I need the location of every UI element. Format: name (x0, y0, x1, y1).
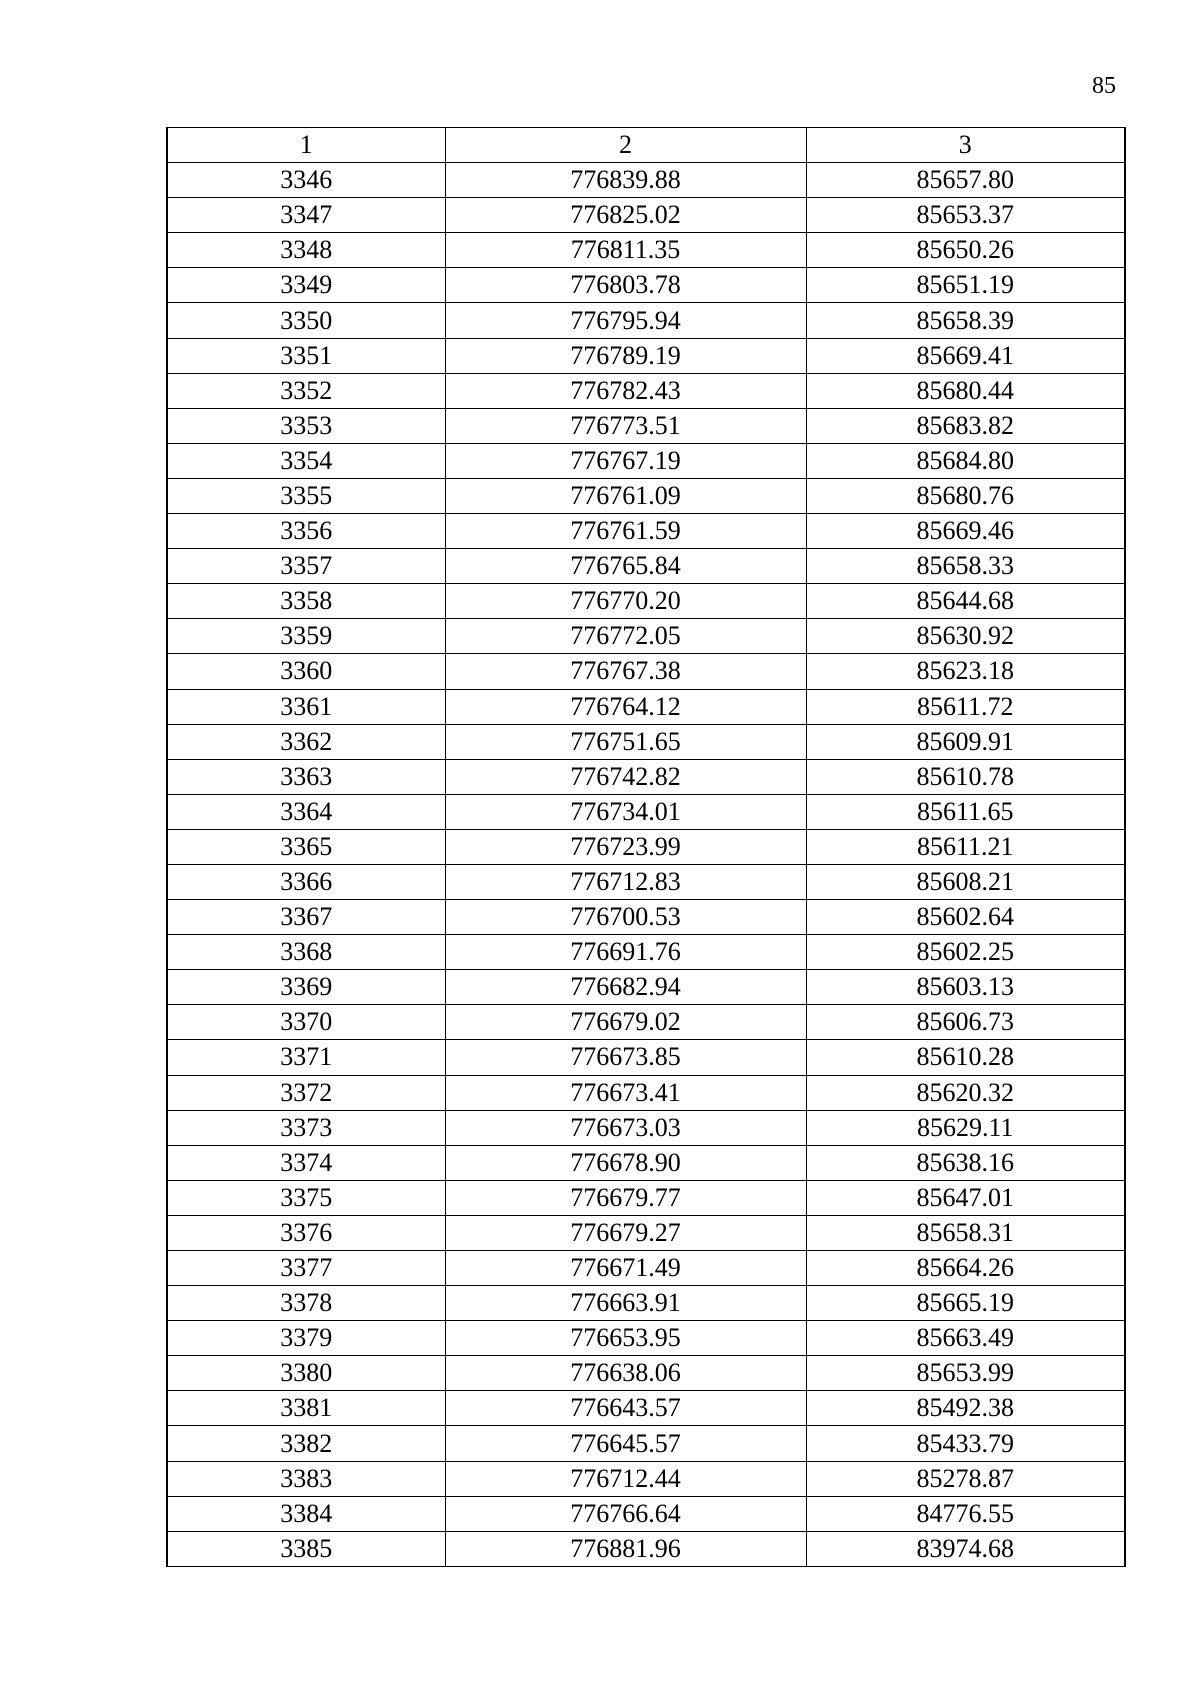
cell-y-coordinate: 85665.19 (806, 1286, 1125, 1321)
cell-point-number: 3365 (167, 829, 445, 864)
table-row (167, 759, 1125, 794)
cell-point-number: 3383 (167, 1461, 445, 1496)
cell-y-coordinate: 85658.33 (806, 549, 1125, 584)
cell-x-coordinate: 776712.83 (445, 864, 806, 899)
cell-x-coordinate: 776673.41 (445, 1075, 806, 1110)
cell-y-coordinate: 85602.25 (806, 935, 1125, 970)
cell-x-coordinate: 776638.06 (445, 1356, 806, 1391)
cell-y-coordinate: 85603.13 (806, 970, 1125, 1005)
cell-y-coordinate: 85669.41 (806, 338, 1125, 373)
cell-y-coordinate: 85684.80 (806, 443, 1125, 478)
cell-point-number: 3349 (167, 268, 445, 303)
table-row (167, 1461, 1125, 1496)
table-row (167, 1215, 1125, 1250)
table-row (167, 1426, 1125, 1461)
cell-x-coordinate: 776645.57 (445, 1426, 806, 1461)
cell-x-coordinate: 776767.38 (445, 654, 806, 689)
cell-y-coordinate: 85683.82 (806, 408, 1125, 443)
cell-x-coordinate: 776825.02 (445, 198, 806, 233)
cell-x-coordinate: 776643.57 (445, 1391, 806, 1426)
cell-x-coordinate: 776663.91 (445, 1286, 806, 1321)
cell-y-coordinate: 85278.87 (806, 1461, 1125, 1496)
cell-point-number: 3371 (167, 1040, 445, 1075)
table-row (167, 1391, 1125, 1426)
cell-x-coordinate: 776803.78 (445, 268, 806, 303)
cell-x-coordinate: 776734.01 (445, 794, 806, 829)
cell-point-number: 3384 (167, 1496, 445, 1531)
table-row (167, 1251, 1125, 1286)
page-number: 85 (1092, 73, 1116, 99)
cell-point-number: 3385 (167, 1531, 445, 1566)
cell-y-coordinate: 85623.18 (806, 654, 1125, 689)
cell-y-coordinate: 85611.65 (806, 794, 1125, 829)
table-row (167, 724, 1125, 759)
cell-y-coordinate: 85658.31 (806, 1215, 1125, 1250)
cell-x-coordinate: 776761.09 (445, 478, 806, 513)
cell-x-coordinate: 776773.51 (445, 408, 806, 443)
table-header (167, 128, 1125, 163)
cell-point-number: 3369 (167, 970, 445, 1005)
table-row (167, 584, 1125, 619)
cell-y-coordinate: 85492.38 (806, 1391, 1125, 1426)
table-row (167, 408, 1125, 443)
table-row (167, 478, 1125, 513)
cell-point-number: 3370 (167, 1005, 445, 1040)
cell-point-number: 3373 (167, 1110, 445, 1145)
cell-point-number: 3356 (167, 514, 445, 549)
table-row (167, 1075, 1125, 1110)
cell-y-coordinate: 85658.39 (806, 303, 1125, 338)
cell-y-coordinate: 85606.73 (806, 1005, 1125, 1040)
cell-x-coordinate: 776682.94 (445, 970, 806, 1005)
cell-x-coordinate: 776881.96 (445, 1531, 806, 1566)
table-row (167, 1040, 1125, 1075)
table-row (167, 935, 1125, 970)
cell-x-coordinate: 776765.84 (445, 549, 806, 584)
cell-y-coordinate: 85629.11 (806, 1110, 1125, 1145)
cell-x-coordinate: 776653.95 (445, 1321, 806, 1356)
cell-point-number: 3363 (167, 759, 445, 794)
cell-point-number: 3378 (167, 1286, 445, 1321)
cell-y-coordinate: 85651.19 (806, 268, 1125, 303)
cell-y-coordinate: 85680.44 (806, 373, 1125, 408)
cell-x-coordinate: 776767.19 (445, 443, 806, 478)
coordinates-table (166, 127, 1126, 1567)
table-row (167, 1321, 1125, 1356)
cell-point-number: 3347 (167, 198, 445, 233)
cell-point-number: 3360 (167, 654, 445, 689)
table-row (167, 1145, 1125, 1180)
cell-y-coordinate: 85653.99 (806, 1356, 1125, 1391)
cell-point-number: 3346 (167, 163, 445, 198)
cell-x-coordinate: 776673.03 (445, 1110, 806, 1145)
cell-y-coordinate: 85610.78 (806, 759, 1125, 794)
cell-y-coordinate: 84776.55 (806, 1496, 1125, 1531)
cell-point-number: 3376 (167, 1215, 445, 1250)
cell-y-coordinate: 85610.28 (806, 1040, 1125, 1075)
cell-x-coordinate: 776723.99 (445, 829, 806, 864)
cell-point-number: 3367 (167, 900, 445, 935)
table-row (167, 549, 1125, 584)
cell-y-coordinate: 85650.26 (806, 233, 1125, 268)
cell-x-coordinate: 776679.27 (445, 1215, 806, 1250)
cell-point-number: 3368 (167, 935, 445, 970)
cell-y-coordinate: 85611.72 (806, 689, 1125, 724)
table-row (167, 443, 1125, 478)
cell-point-number: 3366 (167, 864, 445, 899)
cell-point-number: 3354 (167, 443, 445, 478)
cell-point-number: 3381 (167, 1391, 445, 1426)
cell-point-number: 3377 (167, 1251, 445, 1286)
cell-x-coordinate: 776712.44 (445, 1461, 806, 1496)
cell-y-coordinate: 85638.16 (806, 1145, 1125, 1180)
cell-point-number: 3357 (167, 549, 445, 584)
table-row (167, 303, 1125, 338)
cell-point-number: 3353 (167, 408, 445, 443)
cell-y-coordinate: 85657.80 (806, 163, 1125, 198)
table-row (167, 900, 1125, 935)
cell-x-coordinate: 776679.02 (445, 1005, 806, 1040)
table-row (167, 1531, 1125, 1566)
cell-y-coordinate: 85680.76 (806, 478, 1125, 513)
cell-y-coordinate: 85664.26 (806, 1251, 1125, 1286)
cell-x-coordinate: 776671.49 (445, 1251, 806, 1286)
table-row (167, 794, 1125, 829)
cell-y-coordinate: 85608.21 (806, 864, 1125, 899)
cell-y-coordinate: 85653.37 (806, 198, 1125, 233)
cell-y-coordinate: 85433.79 (806, 1426, 1125, 1461)
table-row (167, 619, 1125, 654)
cell-point-number: 3374 (167, 1145, 445, 1180)
cell-x-coordinate: 776770.20 (445, 584, 806, 619)
cell-x-coordinate: 776700.53 (445, 900, 806, 935)
cell-y-coordinate: 85630.92 (806, 619, 1125, 654)
cell-x-coordinate: 776751.65 (445, 724, 806, 759)
cell-x-coordinate: 776678.90 (445, 1145, 806, 1180)
cell-x-coordinate: 776761.59 (445, 514, 806, 549)
cell-point-number: 3375 (167, 1180, 445, 1215)
cell-y-coordinate: 85663.49 (806, 1321, 1125, 1356)
cell-point-number: 3352 (167, 373, 445, 408)
cell-x-coordinate: 776772.05 (445, 619, 806, 654)
cell-x-coordinate: 776679.77 (445, 1180, 806, 1215)
table-row (167, 1356, 1125, 1391)
header-col-3: 3 (806, 128, 1125, 163)
cell-x-coordinate: 776782.43 (445, 373, 806, 408)
table-row (167, 1496, 1125, 1531)
cell-point-number: 3364 (167, 794, 445, 829)
cell-point-number: 3348 (167, 233, 445, 268)
table-row (167, 373, 1125, 408)
cell-point-number: 3379 (167, 1321, 445, 1356)
cell-x-coordinate: 776766.64 (445, 1496, 806, 1531)
cell-y-coordinate: 85609.91 (806, 724, 1125, 759)
table-row (167, 514, 1125, 549)
table-row (167, 233, 1125, 268)
cell-point-number: 3362 (167, 724, 445, 759)
cell-y-coordinate: 85644.68 (806, 584, 1125, 619)
cell-point-number: 3382 (167, 1426, 445, 1461)
header-col-1: 1 (167, 128, 445, 163)
table-row (167, 864, 1125, 899)
cell-point-number: 3350 (167, 303, 445, 338)
table-row (167, 829, 1125, 864)
cell-x-coordinate: 776795.94 (445, 303, 806, 338)
table-row (167, 654, 1125, 689)
cell-x-coordinate: 776673.85 (445, 1040, 806, 1075)
table-row (167, 1005, 1125, 1040)
table-row (167, 1180, 1125, 1215)
cell-y-coordinate: 83974.68 (806, 1531, 1125, 1566)
table-row (167, 1110, 1125, 1145)
cell-y-coordinate: 85602.64 (806, 900, 1125, 935)
header-col-2: 2 (445, 128, 806, 163)
cell-point-number: 3358 (167, 584, 445, 619)
cell-y-coordinate: 85611.21 (806, 829, 1125, 864)
table-row (167, 1286, 1125, 1321)
cell-x-coordinate: 776811.35 (445, 233, 806, 268)
header-row (167, 128, 1125, 163)
cell-point-number: 3361 (167, 689, 445, 724)
table-row (167, 163, 1125, 198)
cell-x-coordinate: 776789.19 (445, 338, 806, 373)
cell-point-number: 3355 (167, 478, 445, 513)
cell-x-coordinate: 776764.12 (445, 689, 806, 724)
cell-y-coordinate: 85647.01 (806, 1180, 1125, 1215)
table-row (167, 198, 1125, 233)
cell-x-coordinate: 776839.88 (445, 163, 806, 198)
cell-y-coordinate: 85620.32 (806, 1075, 1125, 1110)
cell-point-number: 3372 (167, 1075, 445, 1110)
table-row (167, 689, 1125, 724)
table-row (167, 268, 1125, 303)
cell-point-number: 3351 (167, 338, 445, 373)
table-row (167, 970, 1125, 1005)
cell-point-number: 3380 (167, 1356, 445, 1391)
table-body (167, 163, 1125, 1567)
cell-point-number: 3359 (167, 619, 445, 654)
cell-x-coordinate: 776742.82 (445, 759, 806, 794)
cell-y-coordinate: 85669.46 (806, 514, 1125, 549)
table-row (167, 338, 1125, 373)
cell-x-coordinate: 776691.76 (445, 935, 806, 970)
